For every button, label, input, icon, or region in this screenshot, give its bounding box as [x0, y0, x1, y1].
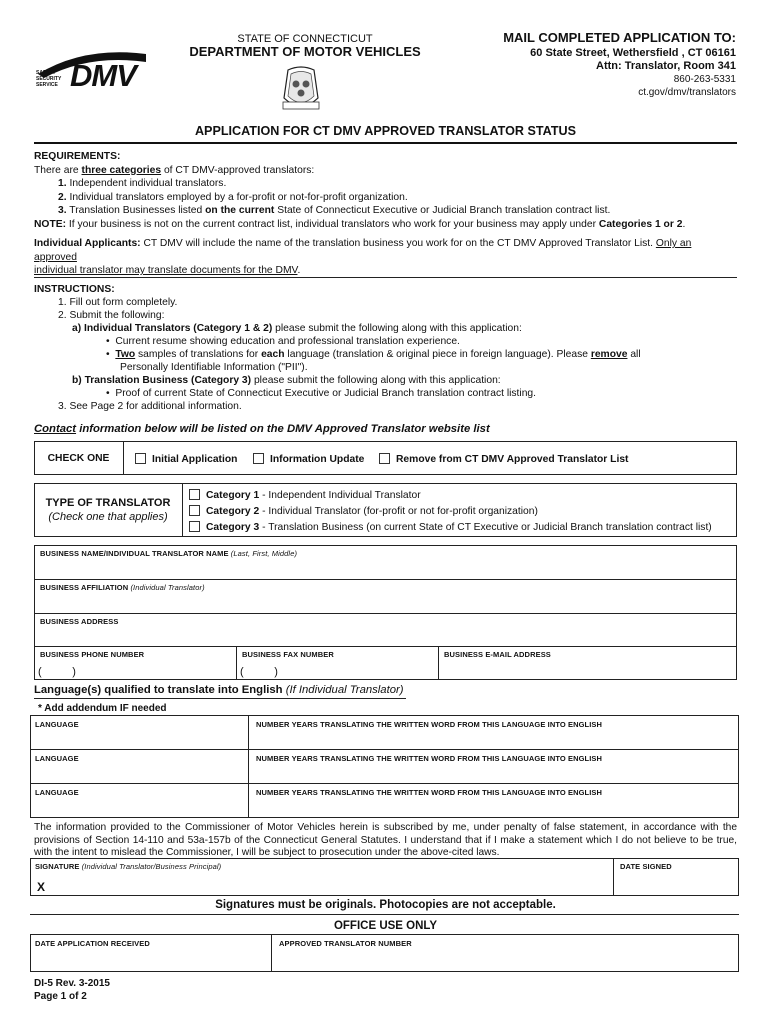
business-phone-field[interactable]: BUSINESS PHONE NUMBER ( ) [38, 650, 145, 678]
category-2-checkbox[interactable] [189, 505, 200, 516]
translator-type-divider [182, 483, 183, 537]
category-1-checkbox[interactable] [189, 489, 200, 500]
mail-website: ct.gov/dmv/translators [638, 87, 736, 98]
language-field-2[interactable]: LANGUAGE [35, 754, 79, 763]
instruction-step-2: 2. Submit the following: [58, 310, 165, 321]
requirements-note: NOTE: If your business is not on the current contract list, individual translators who work for your business may apply under Categories 1 or 2. [34, 218, 686, 230]
date-received-field: DATE APPLICATION RECEIVED [35, 939, 150, 948]
contact-note: Contact information below will be listed on the DMV Approved Translator website list [34, 423, 490, 435]
check-one-label: CHECK ONE [47, 453, 110, 464]
language-years-field-3[interactable]: NUMBER YEARS TRANSLATING THE WRITTEN WORD FROM THIS LANGUAGE INTO ENGLISH [256, 788, 603, 797]
instruction-a-bullet-2: • Two samples of translations for each language (translation & original piece in foreign language). Please remove all [106, 349, 641, 360]
requirement-item-1: 1. Independent individual translators. [58, 178, 227, 189]
instructions-section [34, 283, 737, 413]
mail-heading: MAIL COMPLETED APPLICATION TO: [503, 30, 736, 45]
requirements-intro: There are three categories of CT DMV-approved translators: [34, 164, 315, 176]
signature-field[interactable]: SIGNATURE (Individual Translator/Business Principal) X [35, 862, 222, 894]
instructions-heading: INSTRUCTIONS: [34, 284, 115, 295]
category-3-checkbox[interactable] [189, 521, 200, 532]
business-email-field[interactable]: BUSINESS E-MAIL ADDRESS [444, 650, 551, 659]
initial-application-option[interactable]: Initial Application [135, 453, 237, 465]
state-name: STATE OF CONNECTICUT [237, 33, 373, 45]
approved-number-field: APPROVED TRANSLATOR NUMBER [279, 939, 412, 948]
business-name-field[interactable]: BUSINESS NAME/INDIVIDUAL TRANSLATOR NAME (Last, First, Middle) [40, 549, 298, 558]
language-years-field-2[interactable]: NUMBER YEARS TRANSLATING THE WRITTEN WORD FROM THIS LANGUAGE INTO ENGLISH [256, 754, 603, 763]
instruction-a-bullet-2-cont: Personally Identifiable Information ("PII"). [120, 362, 308, 373]
requirements-heading: REQUIREMENTS: [34, 151, 121, 162]
information-update-checkbox[interactable] [253, 453, 264, 464]
category-3-option[interactable]: Category 3 - Translation Business (on current State of CT Executive or Judicial Branch translation contract list) [189, 521, 712, 533]
dmv-logo [34, 48, 154, 93]
instruction-b: b) Translation Business (Category 3) please submit the following along with this application: [72, 375, 501, 386]
business-address-field[interactable]: BUSINESS ADDRESS [40, 617, 119, 626]
requirements-section [34, 150, 737, 278]
addendum-note: * Add addendum IF needed [38, 703, 167, 714]
fax-area-code: ( ) [240, 666, 278, 678]
languages-underline [34, 698, 406, 699]
category-2-option[interactable]: Category 2 - Individual Translator (for-profit or not for-profit organization) [189, 505, 538, 517]
individual-applicants-note: Individual Applicants: CT DMV will include the name of the translation business you work for on the CT DMV Approved Translator List. Only an approved individual translator may translate documents for the DMV. [34, 238, 692, 276]
notice-rule [30, 914, 739, 915]
category-1-option[interactable]: Category 1 - Independent Individual Translator [189, 489, 421, 501]
state-seal-icon [276, 64, 326, 116]
logo-tagline: SAFETY SECURITY SERVICE [36, 70, 62, 88]
initial-application-checkbox[interactable] [135, 453, 146, 464]
mail-address-line2: Attn: Translator, Room 341 [596, 60, 736, 72]
remove-from-list-checkbox[interactable] [379, 453, 390, 464]
requirements-rule [34, 277, 737, 278]
information-update-option[interactable]: Information Update [253, 453, 364, 465]
translator-type-label: TYPE OF TRANSLATOR [45, 497, 171, 509]
form-id: DI-5 Rev. 3-2015 [34, 978, 110, 989]
requirement-item-3: 3. Translation Businesses listed on the current State of Connecticut Executive or Judicial Branch translation contract list. [58, 205, 611, 216]
instruction-a: a) Individual Translators (Category 1 & 2) please submit the following along with this application: [72, 323, 522, 334]
language-field-3[interactable]: LANGUAGE [35, 788, 79, 797]
title-rule [34, 142, 737, 144]
attestation-text: The information provided to the Commissioner of Motor Vehicles herein is subscribed by me, under penalty of false statement, in accordance with the provisions of Section 14-110 and 53a-157b of the Connecticut General Statutes. I understand that if I make a statement which I do not believe to be true, with the intent to mislead the Commissioner, I will be subject to prosecution under the above-cited laws. [34, 822, 737, 858]
office-use-heading: OFFICE USE ONLY [333, 920, 438, 932]
instruction-a-bullet-1: • Current resume showing education and professional translation experience. [106, 336, 460, 347]
phone-area-code: ( ) [38, 666, 76, 678]
instruction-step-1: 1. Fill out form completely. [58, 297, 178, 308]
languages-heading: Language(s) qualified to translate into English (If Individual Translator) [34, 684, 404, 696]
remove-from-list-option[interactable]: Remove from CT DMV Approved Translator List [379, 453, 628, 465]
logo-text: DMV [70, 58, 136, 93]
language-years-field-1[interactable]: NUMBER YEARS TRANSLATING THE WRITTEN WORD FROM THIS LANGUAGE INTO ENGLISH [256, 720, 603, 729]
page-number: Page 1 of 2 [34, 991, 87, 1002]
date-signed-field[interactable]: DATE SIGNED [620, 862, 672, 871]
form-title: APPLICATION FOR CT DMV APPROVED TRANSLATOR STATUS [194, 124, 577, 138]
language-field-1[interactable]: LANGUAGE [35, 720, 79, 729]
mail-phone: 860-263-5331 [673, 74, 736, 85]
translator-type-sublabel: (Check one that applies) [48, 511, 168, 523]
signature-mark: X [37, 880, 46, 894]
business-affiliation-field[interactable]: BUSINESS AFFILIATION (Individual Translator) [40, 583, 205, 592]
instruction-b-bullet-1: • Proof of current State of Connecticut Executive or Judicial Branch translation contract listing. [106, 388, 537, 399]
requirement-item-2: 2. Individual translators employed by a for-profit or not-for-profit organization. [58, 191, 408, 203]
check-one-divider [123, 441, 124, 475]
department-name: DEPARTMENT OF MOTOR VEHICLES [189, 44, 421, 59]
instruction-step-3: 3. See Page 2 for additional information. [58, 401, 242, 412]
business-fax-field[interactable]: BUSINESS FAX NUMBER ( ) [240, 650, 334, 678]
mail-address-line1: 60 State Street, Wethersfield , CT 06161 [530, 47, 736, 59]
originals-notice: Signatures must be originals. Photocopies are not acceptable. [215, 899, 556, 911]
